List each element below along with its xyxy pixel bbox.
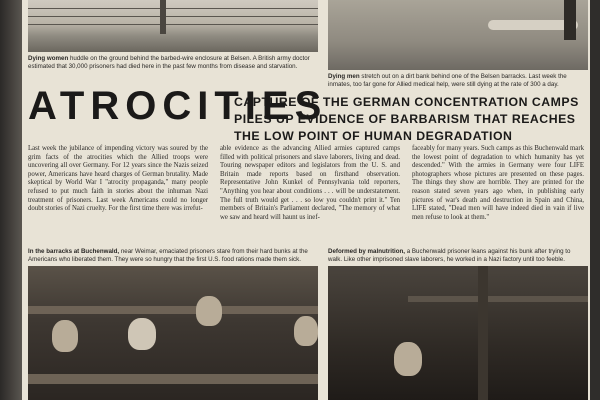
caption-dying-women-text: huddle on the ground behind the barbed-wire enclosure at Belsen. A British army doctor estimated that 30,000 prisoners had died here in the past few months from disease and starvation. — [28, 55, 310, 70]
photo-dying-women — [28, 0, 318, 52]
body-column-1: Last week the jubilance of impending victory was soured by the grim facts of the atrocities which the Allied troops were uncovering all over Germany. For 12 years since the Nazis seized power, Americans have heard charges of German brutality. Made skeptical by World War I "atrocity propaganda," many people refused to put much faith in stories about the inhuman Nazi treatment of prisoners. Last week Americans could no longer doubt stories of Nazi cruelty. For the first time there was irrefut- — [28, 145, 208, 213]
page-right-edge — [590, 0, 600, 400]
photo-buchenwald-barracks — [28, 266, 318, 400]
photo-malnourished-prisoner — [328, 266, 588, 400]
page-binding-edge — [0, 0, 22, 400]
caption-dying-women-lead: Dying women — [28, 55, 69, 62]
headline: ATROCITIES — [28, 84, 328, 128]
caption-malnutrition — [328, 248, 586, 264]
magazine-page — [22, 0, 590, 400]
caption-malnutrition-lead: Deformed by malnutrition, — [328, 248, 406, 255]
deck-subheadline: CAPTURE OF THE GERMAN CONCENTRATION CAMPS PILES UP EVIDENCE OF BARBARISM THAT REACHES THE LOW POINT OF HUMAN DEGRADATION — [234, 95, 579, 143]
body-column-2: able evidence as the advancing Allied armies captured camps filled with political prisoners and slave laborers, living and dead. Touring newspaper editors and legislators from the U. S. and Britain made reports based on firsthand observation. Representative John Kunkel of Pennsylvania told reporters, "Anything you hear about conditions . . . will be understatement. The full truth would get . . . so low you couldn't print it." Ten members of Britain's Parliament declared, "The memory of what we saw and heard will haunt us inef- — [220, 145, 400, 221]
caption-barracks-text: near Weimar, emaciated prisoners stare from their hard bunks at the Americans who liberated them. They were so hungry that the first U.S. food rations made them sick. — [28, 248, 308, 263]
caption-dying-women — [28, 55, 318, 71]
caption-dying-men-text: stretch out on a dirt bank behind one of the Belsen barracks. Last week the inmates, too far gone for Allied medical help, were still dying at the rate of 300 a day. — [328, 73, 567, 88]
body-column-3: faceably for many years. Such camps as this Buchenwald mark the lowest point of degradation to which humanity has yet descended." With the armies in Germany were four LIFE photographers whose pictures are presented on these pages. The things they show are horrible. They are printed for the reason stated seven years ago when, in publishing early pictures of war's death and destruction in Spain and China, LIFE stated, "Dead men will have indeed died in vain if live men refuse to look at them." — [412, 145, 584, 221]
caption-barracks — [28, 248, 318, 264]
caption-dying-men — [328, 73, 586, 89]
caption-malnutrition-text: a Buchenwald prisoner leans against his bunk after trying to walk. Like other imprisoned slave laborers, he worked in a Nazi factory until too feeble. — [328, 248, 571, 263]
photo-dying-men — [328, 0, 588, 70]
caption-dying-men-lead: Dying men — [328, 73, 360, 80]
caption-barracks-lead: In the barracks at Buchenwald, — [28, 248, 120, 255]
